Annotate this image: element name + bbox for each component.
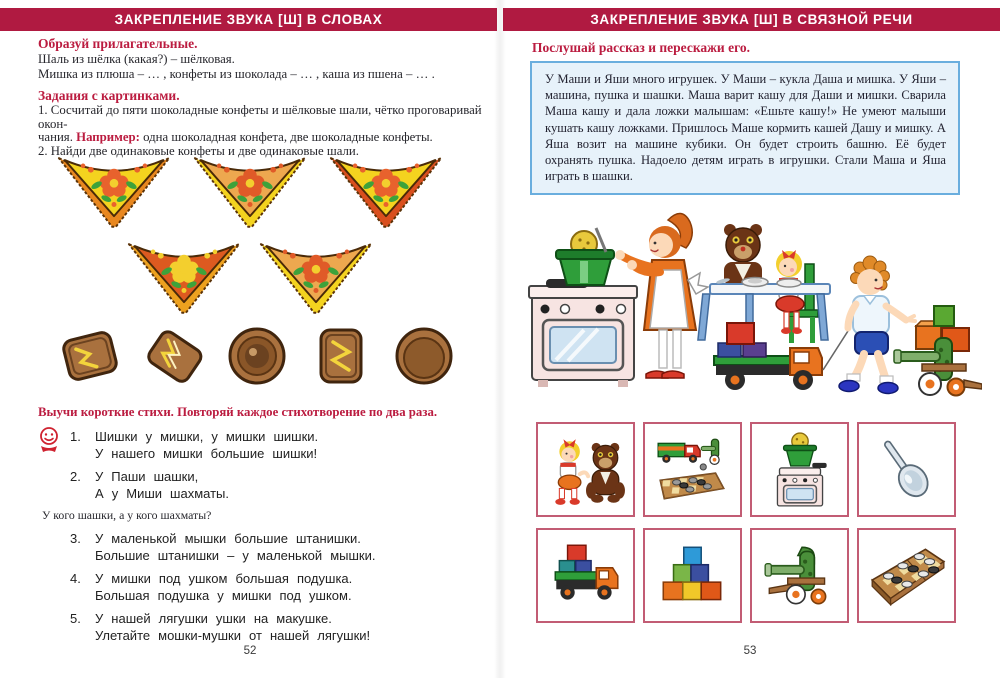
candy-icon (52, 318, 128, 394)
example-label: Например: (76, 130, 140, 144)
section-adjectives-heading: Образуй прилагательные. (38, 36, 198, 51)
shawls-row-1 (56, 152, 444, 230)
picture-card-truck-with-blocks (536, 528, 635, 623)
candy-icon (386, 318, 462, 394)
picture-grid-row-1 (536, 422, 964, 517)
teddy-bear-icon (724, 224, 762, 286)
toy-stove-icon (529, 279, 637, 387)
smiley-logo-icon (36, 426, 62, 454)
left-page-header-bar (0, 8, 497, 31)
page-53 (500, 0, 1000, 678)
page-number-left: 52 (243, 645, 257, 657)
picture-card-doll-and-bear (536, 422, 635, 517)
picture-card-stove-with-pot (750, 422, 849, 517)
task-1-line-1: 1. Сосчитай до пяти шоколадные конфеты и шёлковые шали, чётко проговаривай окон- (38, 103, 482, 131)
story-heading: Послушай рассказ и перескажи его. (532, 40, 750, 55)
candy-icon (303, 318, 379, 394)
truck-cannon-checkers-icon (651, 429, 735, 511)
cubes-pyramid-icon (651, 535, 735, 617)
shawl-icon (56, 152, 172, 230)
picture-card-cannon (750, 528, 849, 623)
story-illustration (518, 168, 982, 418)
section-adjectives-line1: Шаль из шёлка (какая?) – шёлковая. (38, 52, 235, 66)
poem-3: 3. У маленькой мышки большие штанишки. Большие штанишки – у маленькой мышки. (70, 531, 376, 563)
page-number-right: 53 (743, 645, 757, 657)
stove-with-pot-icon (758, 429, 842, 511)
shawl-icon (126, 238, 242, 316)
task-2: 2. Найди две одинаковые конфеты и две одинаковые шали. (38, 143, 359, 158)
section-adjectives-line2: Мишка из плюша – … , конфеты из шоколада – … , каша из пшена – … . (38, 66, 435, 81)
boy-pulling-truck-icon (839, 256, 915, 394)
section-picture-tasks (38, 88, 484, 158)
task-1-line-2: чания. Например: одна шоколадная конфета, две шоколадные конфеты. (38, 130, 433, 144)
poems-list (38, 428, 468, 650)
shawl-icon (328, 152, 444, 230)
right-page-header-bar (503, 8, 1000, 31)
right-page-title: ЗАКРЕПЛЕНИЕ ЗВУКА [Ш] В СВЯЗНОЙ РЕЧИ (590, 12, 913, 27)
picture-card-truck-cannon-checkers (643, 422, 742, 517)
story-text: У Маши и Яши много игрушек. У Маши – кукла Даша и мишка. У Яши – машина, пушка и шашки. Маша варит кашу для Даши и мишки. Сварила Маша кашу и дала ложки малышам: «Ешьте кашу!» Не умеют малыши кушать кашу ложками. Пришлось Маше кормить кашей Дашу и мишку. А Яша возит на машине кубики. Он будет строить башню. Её будет охранять пушка. Надоело детям играть в игрушки. Стали Маша и Яша играть в шашки. (545, 72, 946, 184)
cannon-icon (758, 535, 842, 617)
poem-1: 1. Шишки у мишки, у мишки шишки. У нашего мишки большие шишки! (70, 428, 468, 462)
poem-5: 5. У нашей лягушки ушки на макушке. Улетайте мошки-мушки от нашей лягушки! (70, 611, 371, 643)
section-picture-tasks-heading: Задания с картинками. (38, 88, 180, 103)
checkers-board-icon (865, 535, 949, 617)
picture-card-checkers-board (857, 528, 956, 623)
poem-4: 4. У мишки под ушком большая подушка. Большая подушка у мишки под ушком. (70, 571, 353, 603)
candy-icon (219, 318, 295, 394)
picture-card-cubes-pyramid (643, 528, 742, 623)
spoon-icon (865, 429, 949, 511)
doll-and-bear-icon (544, 429, 628, 511)
candies-row (52, 318, 462, 394)
picture-card-spoon (857, 422, 956, 517)
truck-with-blocks-icon (544, 535, 628, 617)
green-pot-icon (556, 228, 614, 285)
shawl-icon (192, 152, 308, 230)
shawl-icon (258, 238, 374, 316)
doll-at-table-icon (776, 250, 818, 343)
left-page-title: ЗАКРЕПЛЕНИЕ ЗВУКА [Ш] В СЛОВАХ (114, 12, 383, 27)
candy-icon (136, 318, 212, 394)
picture-grid-row-2 (536, 528, 964, 623)
poems-heading: Выучи короткие стихи. Повторяй каждое стихотворение по два раза. (38, 405, 438, 419)
section-adjectives (38, 36, 482, 81)
poem-question-note: У кого шашки, а у кого шахматы? (42, 508, 212, 522)
poem-2: 2. У Паши шашки, А у Миши шахматы. (70, 469, 229, 501)
shawls-row-2 (126, 238, 374, 316)
